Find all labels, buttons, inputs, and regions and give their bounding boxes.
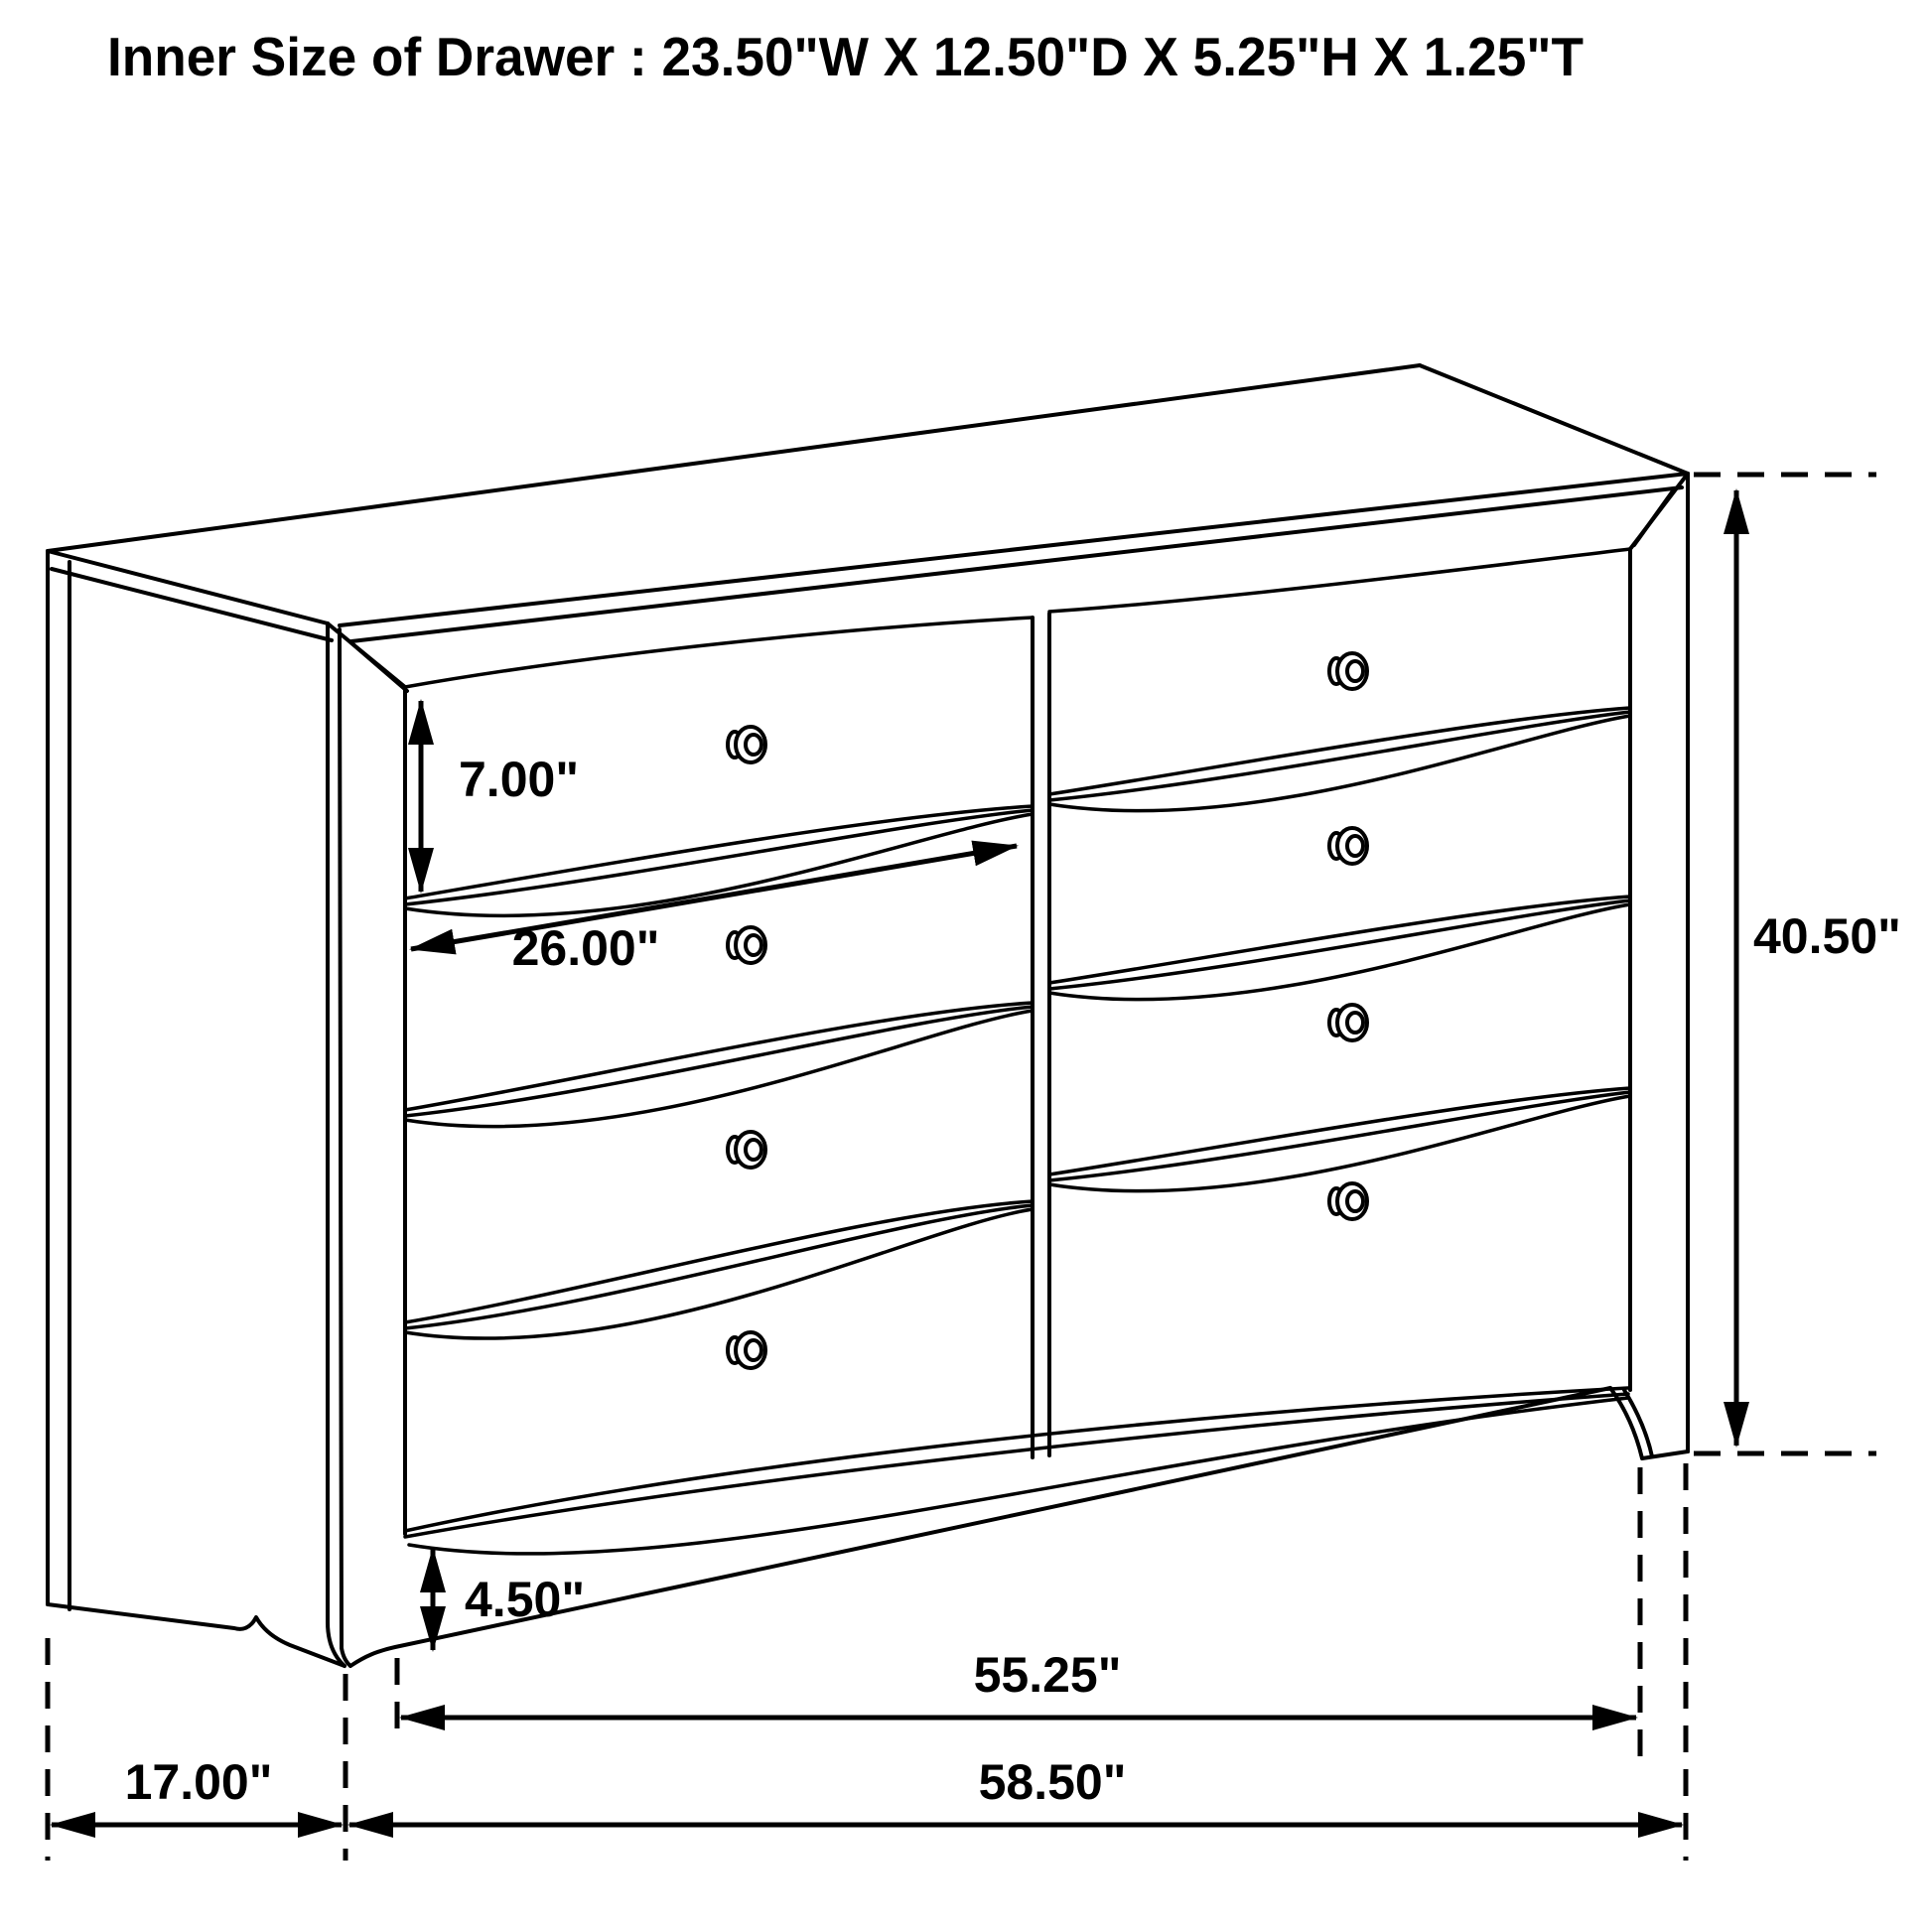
drawer-knob bbox=[728, 927, 765, 963]
dim-drawer-width bbox=[411, 846, 1017, 949]
bottom-rail-waves bbox=[405, 1388, 1628, 1554]
dimension-label-side-depth: 17.00" bbox=[124, 1754, 273, 1810]
dimension-label-drawer-front-height: 7.00" bbox=[459, 752, 580, 807]
extension-lines bbox=[48, 475, 1876, 1861]
front-frame bbox=[328, 474, 1688, 1666]
drawer-knob bbox=[728, 1132, 765, 1168]
drawer-knob bbox=[1329, 1005, 1367, 1040]
dimension-label-feet-span: 55.25" bbox=[973, 1647, 1122, 1703]
dimension-label-overall-height: 40.50" bbox=[1753, 908, 1901, 964]
drawer-knob bbox=[728, 727, 765, 762]
top-surface bbox=[48, 365, 1688, 641]
right-drawer-waves bbox=[1049, 708, 1630, 1191]
drawer-knob bbox=[1329, 653, 1367, 689]
dimension-label-drawer-width: 26.00" bbox=[511, 920, 660, 976]
drawer-knob bbox=[1329, 1183, 1367, 1219]
side-panel bbox=[48, 551, 345, 1666]
dimension-arrow-26in bbox=[411, 846, 1017, 949]
dimension-label-overall-width: 58.50" bbox=[978, 1754, 1127, 1810]
drawer-top-edges bbox=[405, 549, 1630, 687]
dimension-label-base-height: 4.50" bbox=[465, 1572, 586, 1627]
drawer-knob bbox=[1329, 828, 1367, 864]
center-divider bbox=[1033, 614, 1049, 1457]
diagram-title: Inner Size of Drawer : 23.50"W X 12.50"D X 5.25"H X 1.25"T bbox=[107, 26, 1584, 87]
drawer-knob bbox=[728, 1332, 765, 1368]
left-drawer-waves bbox=[405, 806, 1033, 1338]
dresser-line-drawing bbox=[48, 365, 1688, 1666]
